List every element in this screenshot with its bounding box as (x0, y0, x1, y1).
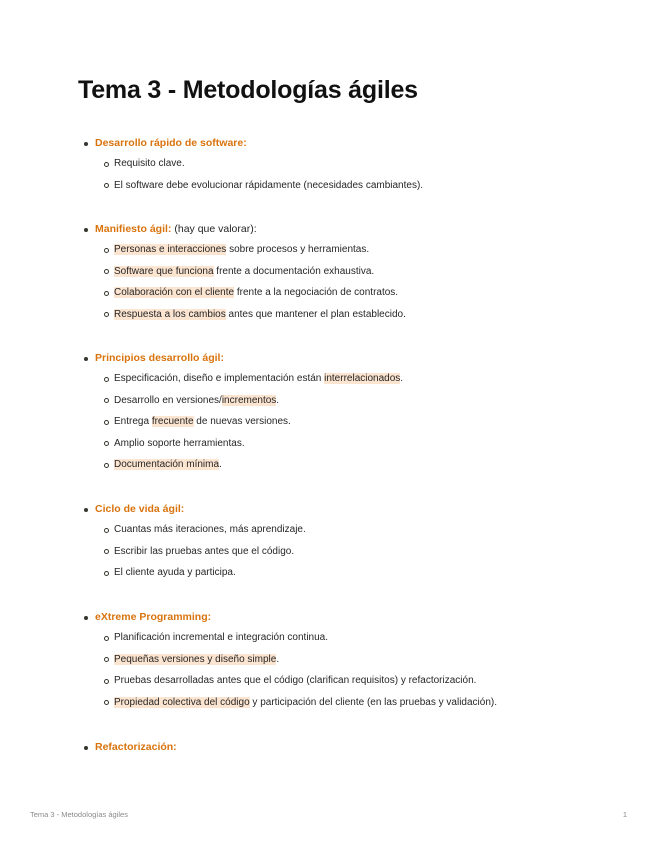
section-heading (84, 740, 177, 754)
heading-text: eXtreme Programming: (95, 611, 212, 623)
item-text: Especificación, diseño e implementación están (114, 373, 325, 384)
list-item (104, 265, 406, 287)
list-item (104, 179, 423, 201)
item-text: antes que mantener el plan establecido. (225, 308, 406, 320)
list-item (104, 286, 406, 308)
highlight-text: Pequeñas versiones y diseño simple (114, 653, 277, 665)
section-heading (84, 136, 423, 150)
item-text: . (276, 653, 280, 665)
section-refactorizacion (84, 740, 177, 754)
list-item (104, 372, 403, 394)
item-text: Amplio soporte herramientas. (114, 437, 245, 449)
item-text: frente a la negociación de contratos. (234, 287, 399, 298)
item-text: y participación del cliente (en las pruebas y validación). (249, 696, 498, 708)
item-text: Escribir las pruebas antes que el código. (114, 545, 295, 557)
sub-list (84, 157, 423, 200)
highlight-text: Personas e interacciones (114, 244, 227, 255)
section-heading (84, 351, 403, 365)
highlight-text: Documentación mínima (114, 459, 220, 470)
list-item (104, 631, 497, 653)
item-text: . (400, 373, 404, 384)
highlight-text: Propiedad colectiva del código (114, 696, 250, 708)
section-principios (84, 351, 403, 480)
list-item (104, 674, 497, 696)
list-item (104, 696, 497, 718)
heading-text: Refactorización: (95, 741, 177, 753)
highlight-text: interrelacionados (324, 373, 401, 384)
item-text: Pruebas desarrolladas antes que el código (clarifican requisitos) y refactorización. (114, 675, 477, 686)
list-item (104, 523, 306, 545)
item-text: Desarrollo en versiones/ (114, 394, 222, 406)
heading-text: Principios desarrollo ágil: (95, 352, 224, 364)
highlight-text: frecuente (151, 416, 194, 427)
list-item (104, 566, 306, 588)
heading-text: Manifiesto ágil: (95, 223, 172, 235)
item-text: . (276, 394, 280, 406)
list-item (104, 308, 406, 330)
section-heading (84, 502, 306, 516)
item-text: El software debe evolucionar rápidamente (necesidades cambiantes). (114, 179, 424, 191)
section-heading (84, 610, 497, 624)
item-text: Cuantas más iteraciones, más aprendizaje. (114, 524, 306, 535)
list-item (104, 243, 406, 265)
sub-list (84, 631, 497, 717)
section-desarrollo-rapido (84, 136, 423, 200)
page-title: Tema 3 - Metodologías ágiles (78, 76, 418, 104)
item-text: Entrega (114, 416, 152, 427)
item-text: . (219, 459, 222, 470)
list-item (104, 394, 403, 416)
heading-text: Desarrollo rápido de software: (95, 137, 247, 149)
item-text: de nuevas versiones. (193, 416, 291, 427)
highlight-text: Colaboración con el cliente (114, 287, 235, 298)
section-heading (84, 222, 406, 236)
item-text: El cliente ayuda y participa. (114, 567, 236, 578)
list-item (104, 415, 403, 437)
list-item (104, 545, 306, 567)
section-xp (84, 610, 497, 717)
footer-doc-title: Tema 3 - Metodologías ágiles (30, 810, 128, 819)
highlight-text: Software que funciona (114, 265, 214, 277)
footer-page-number: 1 (622, 810, 627, 819)
highlight-text: Respuesta a los cambios (114, 308, 226, 320)
sub-list (84, 372, 403, 480)
sub-list (84, 523, 306, 588)
item-text: Requisito clave. (114, 158, 185, 169)
section-ciclo-vida (84, 502, 306, 588)
item-text: sobre procesos y herramientas. (226, 244, 370, 255)
item-text: Planificación incremental e integración continua. (114, 632, 329, 643)
item-text: frente a documentación exhaustiva. (213, 265, 375, 277)
heading-tail: (hay que valorar): (171, 223, 257, 235)
heading-text: Ciclo de vida ágil: (95, 503, 185, 515)
highlight-text: incrementos (221, 394, 277, 406)
list-item (104, 458, 403, 480)
list-item (104, 437, 403, 459)
section-manifiesto (84, 222, 406, 329)
list-item (104, 653, 497, 675)
list-item (104, 157, 423, 179)
sub-list (84, 243, 406, 329)
